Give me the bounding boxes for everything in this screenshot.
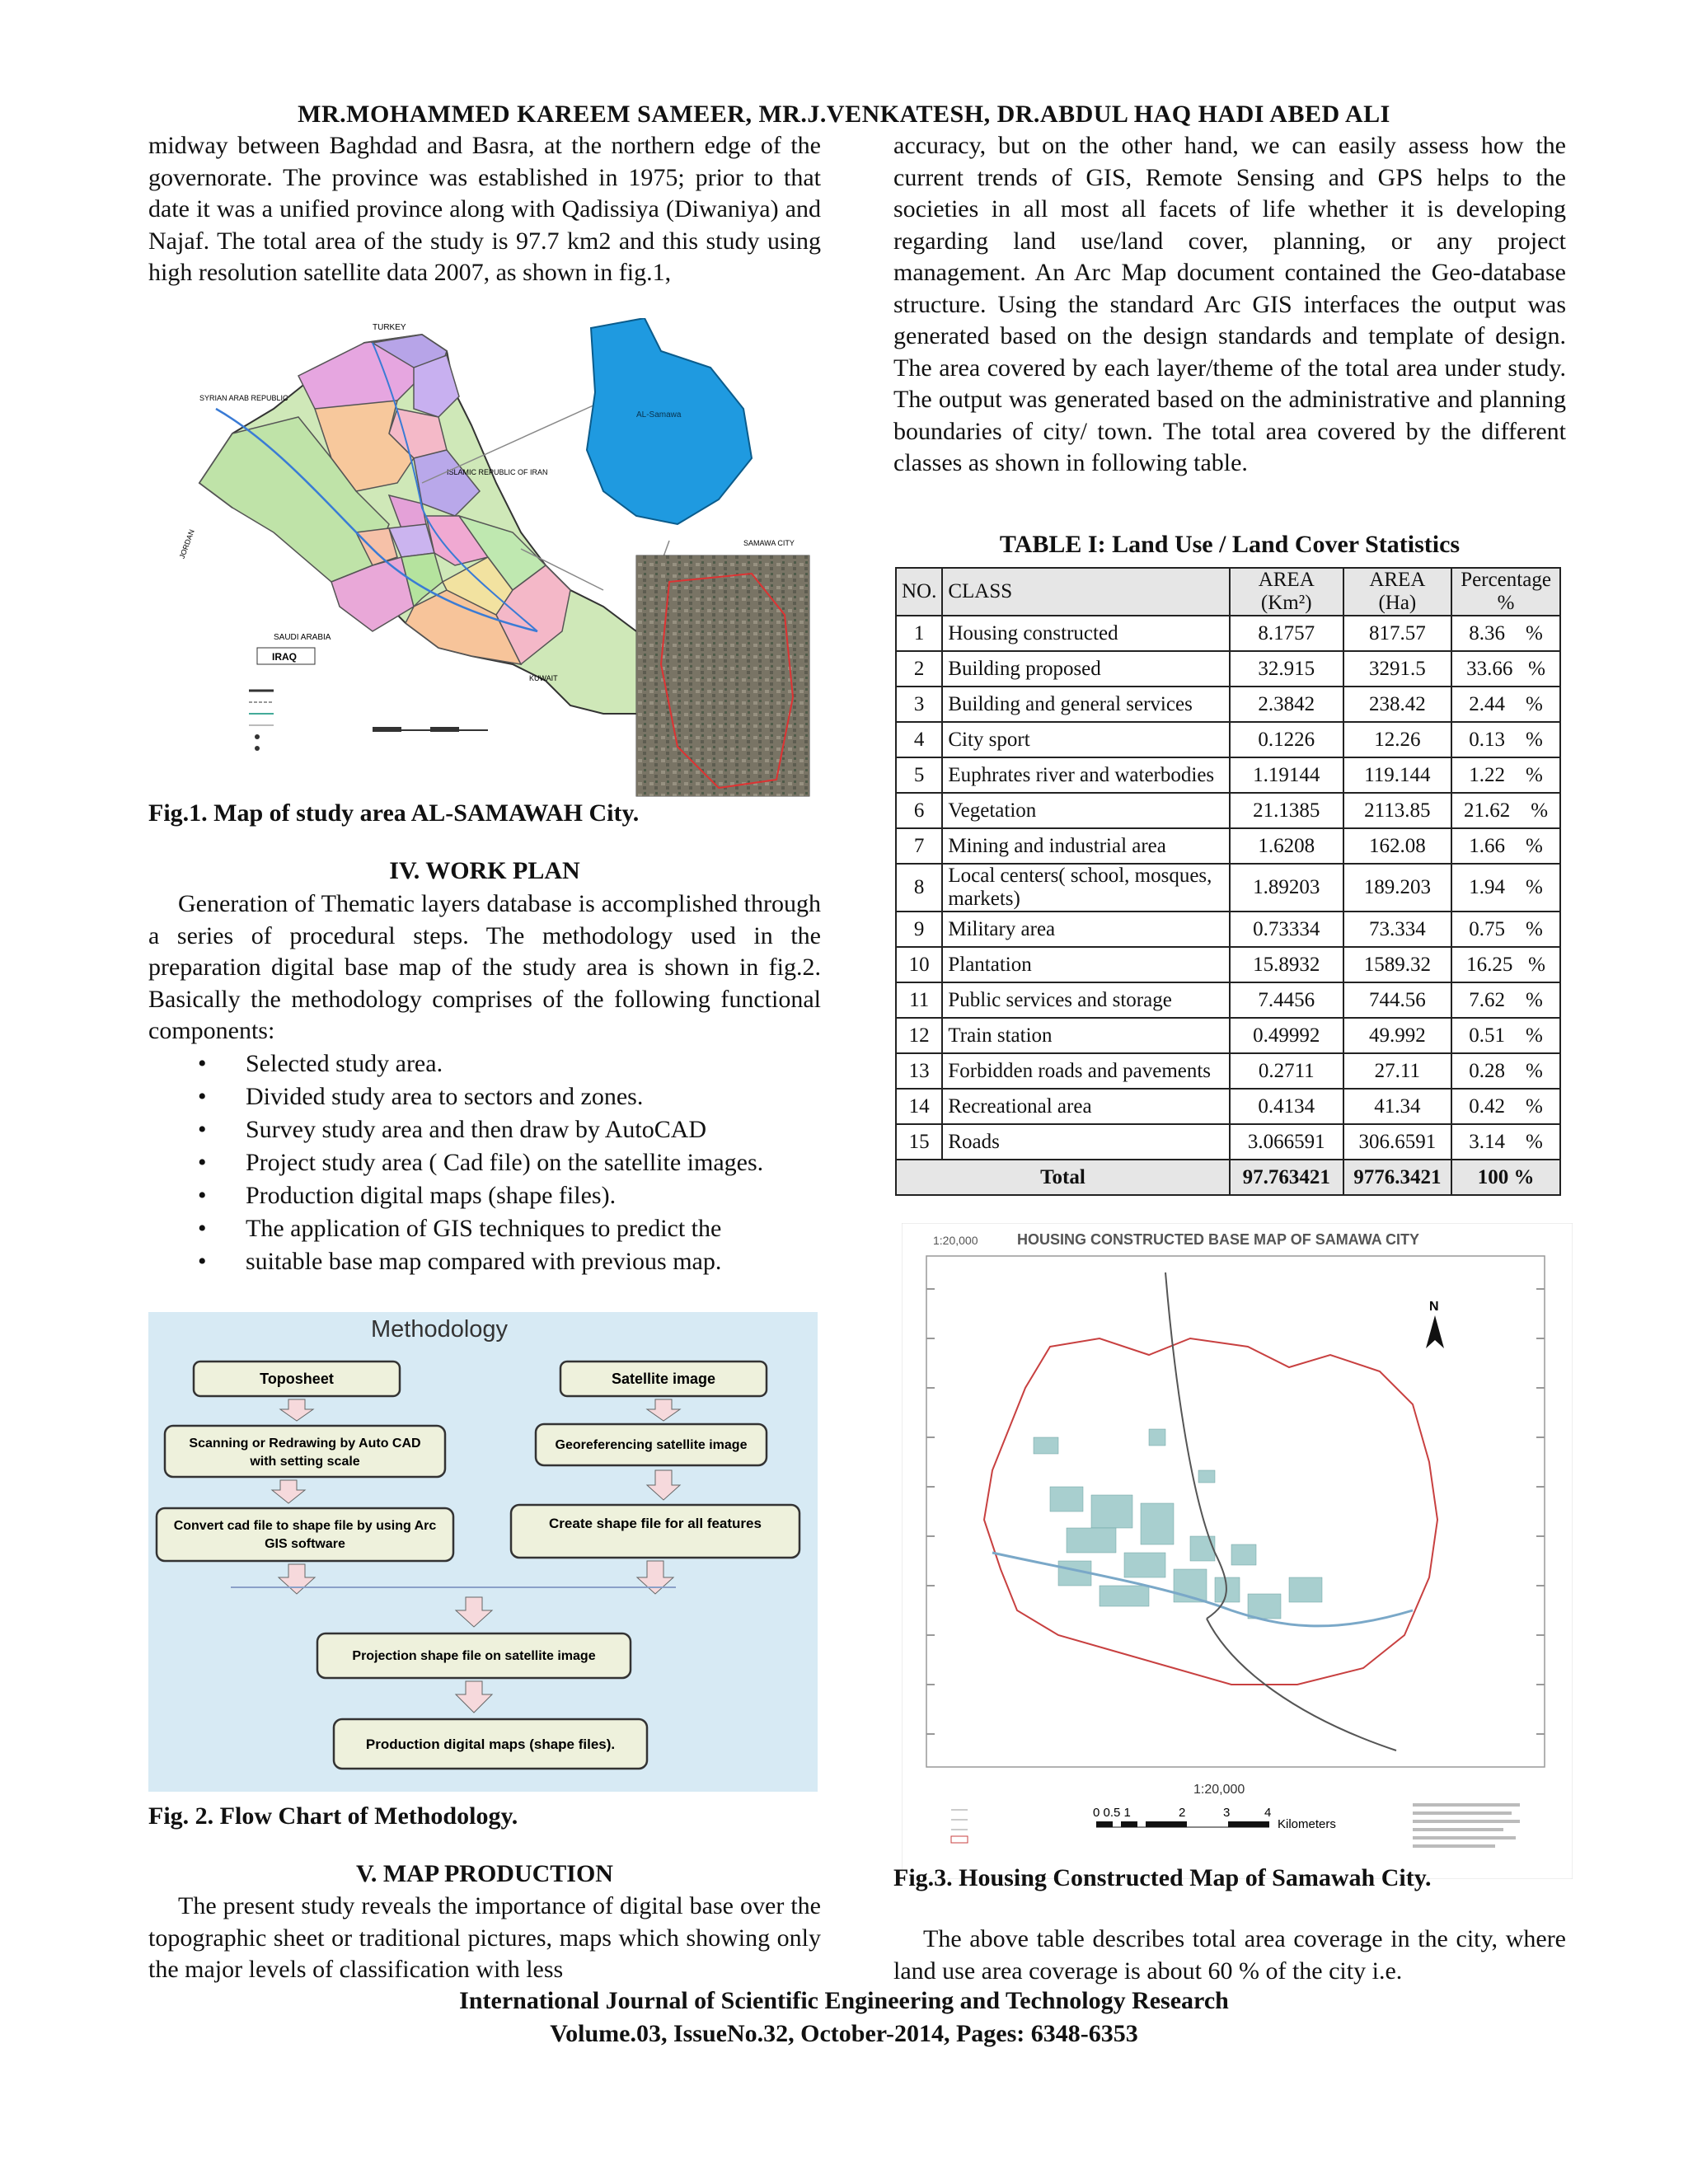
cell-area-km: 0.2711 (1230, 1053, 1343, 1089)
right-closing-paragraph: The above table describes total area coverage in the city, where land use area coverage is about 60 % of the city i.e. (893, 1925, 1566, 1985)
cell-percentage: 2.44 % (1451, 687, 1560, 722)
table-row (896, 722, 1560, 757)
cell-area-km: 0.1226 (1230, 722, 1343, 757)
journal-footer (0, 1985, 1688, 2050)
cell-class: Housing constructed (942, 616, 1230, 651)
table-row (896, 982, 1560, 1018)
total-percentage: 100 % (1451, 1160, 1560, 1195)
cell-percentage: 0.13 % (1451, 722, 1560, 757)
list-item: • Production digital maps (shape files). (148, 1179, 821, 1212)
cell-percentage: 1.94 % (1451, 864, 1560, 912)
table-row (896, 793, 1560, 828)
list-item: • Selected study area. (148, 1047, 821, 1080)
cell-area-ha: 73.334 (1343, 912, 1452, 947)
cell-area-ha: 119.144 (1343, 757, 1452, 793)
label-turkey: TURKEY (373, 323, 406, 332)
cell-no: 11 (896, 982, 942, 1018)
fig3-housing-map (902, 1223, 1573, 1879)
cell-area-km: 2.3842 (1230, 687, 1343, 722)
cell-class: City sport (942, 722, 1230, 757)
cell-class: Euphrates river and waterbodies (942, 757, 1230, 793)
cell-no: 13 (896, 1053, 942, 1089)
header-class: CLASS (942, 568, 1230, 616)
cell-area-km: 15.8932 (1230, 947, 1343, 982)
cell-area-ha: 306.6591 (1343, 1124, 1452, 1160)
total-label: Total (896, 1160, 1230, 1195)
fig3-scale-bottom: 1:20,000 (1193, 1783, 1245, 1797)
svg-text:Convert cad file to shape file: Convert cad file to shape file by using Arc (173, 1519, 437, 1533)
fig2-methodology-flowchart (148, 1312, 818, 1792)
label-jordan: JORDAN (177, 527, 196, 560)
label-iraq: IRAQ (272, 651, 297, 663)
svg-text:2: 2 (1179, 1806, 1186, 1820)
cell-percentage: 16.25 % (1451, 947, 1560, 982)
table-row (896, 1124, 1560, 1160)
svg-text:with setting scale: with setting scale (250, 1455, 360, 1469)
cell-area-ha: 27.11 (1343, 1053, 1452, 1089)
cell-area-km: 21.1385 (1230, 793, 1343, 828)
table-row (896, 828, 1560, 864)
cell-no: 2 (896, 651, 942, 687)
flowchart-title: Methodology (371, 1316, 509, 1343)
methodology-list (148, 1047, 821, 1278)
cell-class: Roads (942, 1124, 1230, 1160)
cell-area-km: 32.915 (1230, 651, 1343, 687)
cell-area-ha: 189.203 (1343, 864, 1452, 912)
cell-area-ha: 12.26 (1343, 722, 1452, 757)
footer-journal-name: International Journal of Scientific Engineering and Technology Research (459, 1987, 1229, 2014)
list-item: • Divided study area to sectors and zones. (148, 1080, 821, 1113)
cell-area-km: 0.73334 (1230, 912, 1343, 947)
cell-no: 3 (896, 687, 942, 722)
cell-no: 15 (896, 1124, 942, 1160)
list-item: • Survey study area and then draw by AutoCAD (148, 1113, 821, 1146)
label-samawa-city: SAMAWA CITY (743, 539, 795, 547)
table-row (896, 616, 1560, 651)
cell-no: 4 (896, 722, 942, 757)
section4-title: IV. WORK PLAN (389, 857, 580, 884)
table-header-row (896, 568, 1560, 616)
label-kuwait: KUWAIT (529, 674, 558, 682)
header-percentage: Percentage % (1451, 568, 1560, 616)
right-closing (893, 1924, 1566, 1987)
header-no: NO. (896, 568, 942, 616)
running-header: MR.MOHAMMED KAREEM SAMEER, MR.J.VENKATESH, DR.ABDUL HAQ HADI ABED ALI (298, 101, 1390, 128)
cell-area-ha: 2113.85 (1343, 793, 1452, 828)
cell-no: 1 (896, 616, 942, 651)
cell-percentage: 3.14 % (1451, 1124, 1560, 1160)
list-item: • Project study area ( Cad file) on the satellite images. (148, 1146, 821, 1179)
svg-text:Projection shape file on satel: Projection shape file on satellite image (352, 1649, 596, 1663)
cell-class: Plantation (942, 947, 1230, 982)
cell-percentage: 33.66 % (1451, 651, 1560, 687)
cell-percentage: 1.22 % (1451, 757, 1560, 793)
total-area-km: 97.763421 (1230, 1160, 1343, 1195)
cell-area-km: 3.066591 (1230, 1124, 1343, 1160)
cell-class: Forbidden roads and pavements (942, 1053, 1230, 1089)
table-row (896, 1018, 1560, 1053)
label-syria: SYRIAN ARAB REPUBLIC (199, 394, 288, 402)
svg-text:Production digital maps (shape: Production digital maps (shape files). (365, 1736, 616, 1752)
section5-body (148, 1891, 821, 1986)
cell-area-ha: 3291.5 (1343, 651, 1452, 687)
fig3-map-title: HOUSING CONSTRUCTED BASE MAP OF SAMAWA CITY (1017, 1231, 1420, 1248)
cell-area-km: 7.4456 (1230, 982, 1343, 1018)
cell-class: Building and general services (942, 687, 1230, 722)
cell-area-ha: 238.42 (1343, 687, 1452, 722)
cell-percentage: 0.42 % (1451, 1089, 1560, 1124)
cell-no: 8 (896, 864, 942, 912)
cell-area-ha: 162.08 (1343, 828, 1452, 864)
cell-no: 14 (896, 1089, 942, 1124)
right-intro-paragraph: accuracy, but on the other hand, we can easily assess how the current trends of GIS, Remote Sensing and GPS helps to the societies in all most all facets of life whether it is developing regarding land use/land cover, planning, or any project management. An Arc Map document contained the Geo-database structure. Using the standard Arc GIS interfaces the output was generated based on the design standards and template of design. The area covered by each layer/theme of the total area under study. The output was generated based on the administrative and planning boundaries of city/ town. The total area covered by the different classes as shown in following table. (893, 132, 1566, 476)
fig3-km-label: Kilometers (1278, 1817, 1336, 1831)
cell-class: Public services and storage (942, 982, 1230, 1018)
cell-area-km: 0.49992 (1230, 1018, 1343, 1053)
north-label: N (1429, 1300, 1439, 1314)
cell-area-km: 0.4134 (1230, 1089, 1343, 1124)
section5-paragraph: The present study reveals the importance of digital base over the topographic sheet or traditional pictures, maps which showing only the major levels of classification with less (148, 1892, 821, 1983)
cell-class: Local centers( school, mosques, markets) (942, 864, 1230, 912)
header-area-km: AREA (Km²) (1230, 568, 1343, 616)
cell-area-km: 1.6208 (1230, 828, 1343, 864)
section4-body (148, 888, 821, 1278)
box-create-shape (511, 1505, 799, 1558)
svg-text:3: 3 (1223, 1806, 1231, 1820)
fig3-scale-top: 1:20,000 (933, 1234, 978, 1247)
cell-no: 10 (896, 947, 942, 982)
table-title: TABLE I: Land Use / Land Cover Statistics (999, 531, 1461, 558)
cell-class: Building proposed (942, 651, 1230, 687)
svg-text:Satellite image: Satellite image (611, 1371, 716, 1387)
cell-class: Recreational area (942, 1089, 1230, 1124)
cell-area-km: 1.19144 (1230, 757, 1343, 793)
cell-no: 5 (896, 757, 942, 793)
cell-no: 12 (896, 1018, 942, 1053)
box-convert-cad (157, 1508, 453, 1561)
table-total-row (896, 1160, 1560, 1195)
label-al-samawa: AL-Samawa (636, 410, 682, 419)
cell-percentage: 1.66 % (1451, 828, 1560, 864)
svg-text:0 0.5 1: 0 0.5 1 (1093, 1806, 1131, 1820)
fig2-caption: Fig. 2. Flow Chart of Methodology. (148, 1802, 518, 1830)
table-row (896, 651, 1560, 687)
left-column (148, 130, 821, 289)
fig3-caption: Fig.3. Housing Constructed Map of Samawah City. (893, 1864, 1432, 1891)
cell-class: Train station (942, 1018, 1230, 1053)
cell-area-ha: 744.56 (1343, 982, 1452, 1018)
fig1-caption: Fig.1. Map of study area AL-SAMAWAH City. (148, 799, 640, 827)
cell-area-ha: 817.57 (1343, 616, 1452, 651)
cell-no: 7 (896, 828, 942, 864)
table-row (896, 1053, 1560, 1089)
table-row (896, 912, 1560, 947)
cell-area-ha: 49.992 (1343, 1018, 1452, 1053)
list-item: • suitable base map compared with previous map. (148, 1245, 821, 1278)
cell-area-ha: 1589.32 (1343, 947, 1452, 982)
total-area-ha: 9776.3421 (1343, 1160, 1452, 1195)
cell-percentage: 8.36 % (1451, 616, 1560, 651)
section4-paragraph: Generation of Thematic layers database is accomplished through a series of procedural steps. The methodology used in the preparation digital base map of the study area is shown in fig.2. Basically the methodology comprises of the following functional components: (148, 890, 821, 1044)
cell-area-km: 8.1757 (1230, 616, 1343, 651)
svg-text:Toposheet: Toposheet (260, 1371, 334, 1387)
cell-percentage: 21.62 % (1451, 793, 1560, 828)
table-row (896, 1089, 1560, 1124)
table-row (896, 864, 1560, 912)
svg-text:Create shape file for all feat: Create shape file for all features (549, 1516, 762, 1531)
cell-area-ha: 41.34 (1343, 1089, 1452, 1124)
footer-volume-pages: Volume.03, IssueNo.32, October-2014, Pages: 6348-6353 (550, 2020, 1138, 2047)
right-column (893, 130, 1566, 480)
cell-no: 6 (896, 793, 942, 828)
box-scanning (165, 1426, 445, 1477)
land-use-table (895, 567, 1561, 1196)
svg-text:GIS software: GIS software (265, 1537, 345, 1551)
svg-text:Scanning or Redrawing by Auto: Scanning or Redrawing by Auto CAD (189, 1436, 421, 1451)
table-row (896, 757, 1560, 793)
cell-no: 9 (896, 912, 942, 947)
svg-text:Georeferencing satellite image: Georeferencing satellite image (555, 1438, 748, 1452)
cell-percentage: 0.51 % (1451, 1018, 1560, 1053)
cell-class: Vegetation (942, 793, 1230, 828)
cell-percentage: 0.75 % (1451, 912, 1560, 947)
cell-percentage: 7.62 % (1451, 982, 1560, 1018)
table-row (896, 687, 1560, 722)
table-row (896, 947, 1560, 982)
header-area-ha: AREA (Ha) (1343, 568, 1452, 616)
left-intro-paragraph: midway between Baghdad and Basra, at the northern edge of the governorate. The province was established in 1975; prior to that date it was a unified province along with Qadissiya (Diwaniya) and Najaf. The total area of the study is 97.7 km2 and this study using high resolution satellite data 2007, as shown in fig.1, (148, 132, 821, 286)
list-item: • The application of GIS techniques to predict the (148, 1212, 821, 1245)
cell-class: Military area (942, 912, 1230, 947)
svg-text:4: 4 (1264, 1806, 1272, 1820)
fig1-study-area-map (175, 318, 818, 798)
label-saudi: SAUDI ARABIA (274, 633, 331, 642)
cell-area-km: 1.89203 (1230, 864, 1343, 912)
section5-title: V. MAP PRODUCTION (356, 1860, 613, 1887)
cell-class: Mining and industrial area (942, 828, 1230, 864)
label-iran: ISLAMIC REPUBLIC OF IRAN (447, 468, 548, 476)
cell-percentage: 0.28 % (1451, 1053, 1560, 1089)
